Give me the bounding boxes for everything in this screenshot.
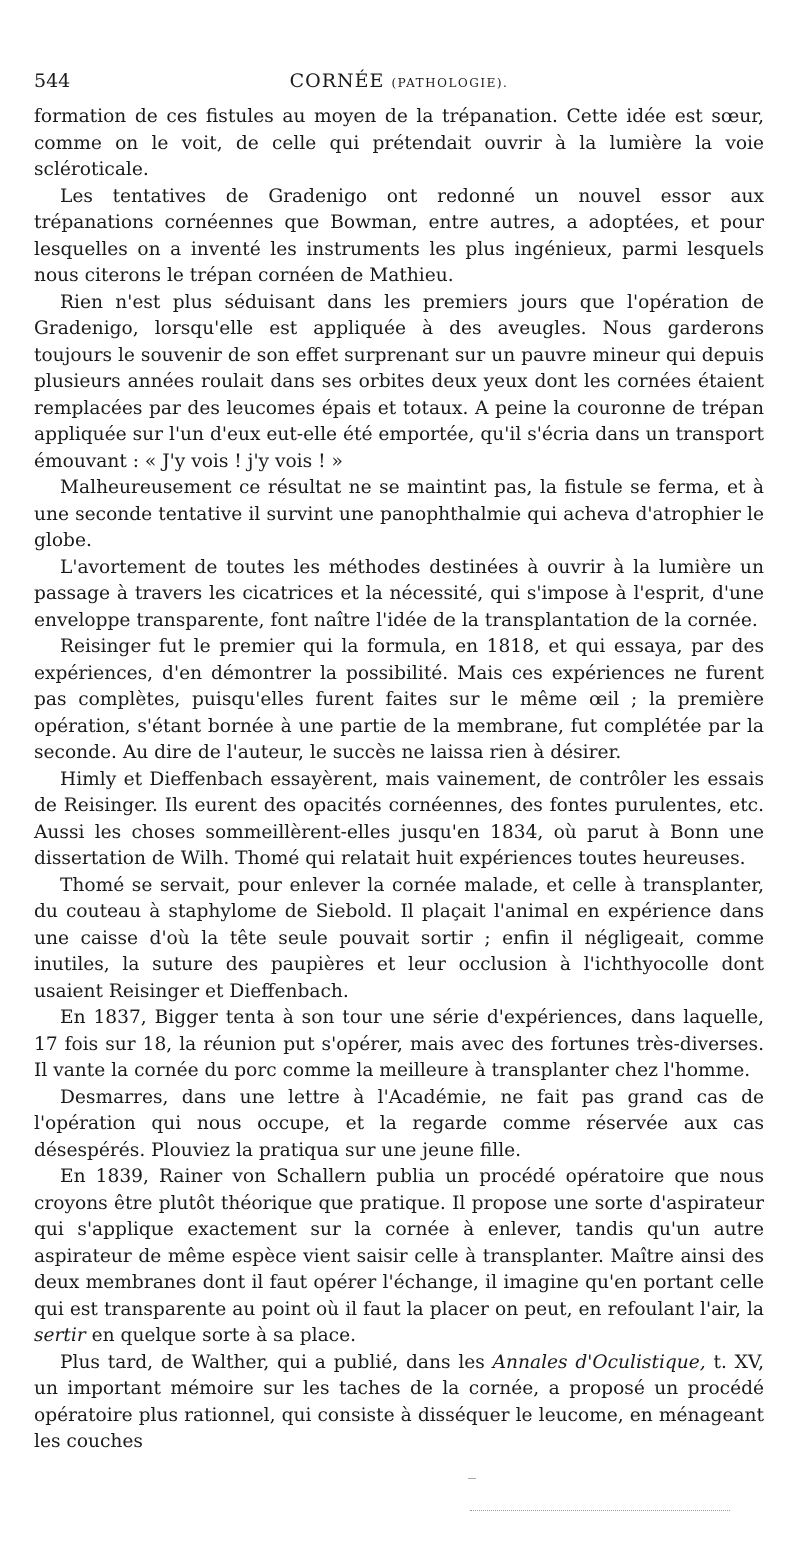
paragraph xyxy=(34,634,764,767)
paragraph xyxy=(34,104,764,184)
paragraph xyxy=(34,1005,764,1085)
paragraph xyxy=(34,555,764,635)
paragraph xyxy=(34,290,764,476)
paragraph-text: formation de ces fistules au moyen de la trépanation. Cette idée est sœur, comme on le voit, de celle qui prétendait ouvrir à la lumière la voie scléroticale. xyxy=(34,106,764,180)
running-title-sub: (PATHOLOGIE). xyxy=(391,76,509,90)
paragraph-text: Reisinger fut le premier qui la formula, en 1818, et qui essaya, par des expériences, d'en démontrer la possibilité. Mais ces expériences ne furent pas complètes, puisqu'elles furent faites sur le même œil ; la première opération, s'étant bornée à une partie de la membrane, fut complétée par la seconde. Au dire de l'auteur, le succès ne laissa rien à désirer. xyxy=(34,636,764,763)
paragraph xyxy=(34,873,764,1006)
page-header xyxy=(34,70,764,100)
running-title xyxy=(34,70,764,92)
paragraph xyxy=(34,1085,764,1165)
paragraph-text: Desmarres, dans une lettre à l'Académie, ne fait pas grand cas de l'opération qui nous occupe, et la regarde comme réservée aux cas désespérés. Plouviez la pratiqua sur une jeune fille. xyxy=(34,1086,764,1161)
print-mark xyxy=(468,1478,476,1479)
paragraph-text: L'avortement de toutes les méthodes destinées à ouvrir à la lumière un passage à travers les cicatrices et la nécessité, qui s'impose à l'esprit, d'une enveloppe transparente, font naître l'idée de la transplantation de la cornée. xyxy=(34,556,764,631)
italic-title: Annales d'Oculistique, xyxy=(492,1351,706,1373)
paragraph xyxy=(34,184,764,290)
paragraph xyxy=(34,767,764,873)
running-title-main: CORNÉE xyxy=(289,70,385,92)
page-number: 544 xyxy=(34,70,71,92)
body-text xyxy=(34,104,764,1456)
paragraph-text: en quelque sorte à sa place. xyxy=(85,1325,356,1346)
dotted-rule xyxy=(470,1510,730,1511)
paragraph xyxy=(34,1164,764,1350)
paragraph-text: Thomé se servait, pour enlever la cornée malade, et celle à transplanter, du couteau à staphylome de Siebold. Il plaçait l'animal en expérience dans une caisse d'où la tête seule pouvait sortir ; enfin il négligeait, comme inutiles, la suture des paupières et leur occlusion à l'ichthyocolle dont usaient Reisinger et Dieffenbach. xyxy=(34,874,764,1002)
paragraph-text: Rien n'est plus séduisant dans les premiers jours que l'opération de Gradenigo, lorsqu'elle est appliquée à des aveugles. Nous garderons toujours le souvenir de son effet surprenant sur un pauvre mineur qui depuis plusieurs années roulait dans ses orbites deux yeux dont les cornées étaient remplacées par des leucomes épais et totaux. A peine la couronne de trépan appliquée sur l'un d'eux eut-elle été emportée, qu'il s'écria dans un transport émouvant : « J'y vois ! j'y vois ! » xyxy=(34,291,764,472)
paragraph xyxy=(34,475,764,555)
paragraph-text: t. XV, un important mémoire sur les taches de la cornée, a proposé un procédé opératoire plus rationnel, qui consiste à disséquer le leucome, en ménageant les couches xyxy=(34,1351,765,1452)
paragraph xyxy=(34,1350,764,1456)
paragraph-text: Les tentatives de Gradenigo ont redonné un nouvel essor aux trépanations cornéennes que Bowman, entre autres, a adoptées, et pour lesquelles on a inventé les instruments les plus ingénieux, parmi lesquels nous citerons le trépan cornéen de Mathieu. xyxy=(34,185,764,286)
paragraph-text: En 1837, Bigger tenta à son tour une série d'expériences, dans laquelle, 17 fois sur 18, la réunion put s'opérer, mais avec des fortunes très-diverses. Il vante la cornée du porc comme la meilleure à transplanter chez l'homme. xyxy=(34,1007,764,1081)
paragraph-text: Himly et Dieffenbach essayèrent, mais vainement, de contrôler les essais de Reisinger. Ils eurent des opacités cornéennes, des fontes purulentes, etc. Aussi les choses sommeillèrent-elles jusqu'en 1834, où parut à Bonn une dissertation de Wilh. Thomé qui relatait huit expériences toutes heureuses. xyxy=(34,768,764,869)
paragraph-text: Plus tard, de Walther, qui a publié, dans les xyxy=(60,1351,493,1373)
italic-term: sertir xyxy=(34,1325,86,1346)
paragraph-text: Malheureusement ce résultat ne se maintint pas, la fistule se ferma, et à une seconde tentative il survint une panophthalmie qui acheva d'atrophier le globe. xyxy=(34,477,764,551)
paragraph-text: En 1839, Rainer von Schallern publia un procédé opératoire que nous croyons être plutôt théorique que pratique. Il propose une sorte d'aspirateur qui s'applique exactement sur la cornée à enlever, tandis qu'un autre aspirateur de même espèce vient saisir celle à transplanter. Maître ainsi des deux membranes dont il faut opérer l'échange, il imagine qu'en portant celle qui est transparente au point où il faut la placer on peut, en refoulant l'air, la xyxy=(34,1166,764,1320)
